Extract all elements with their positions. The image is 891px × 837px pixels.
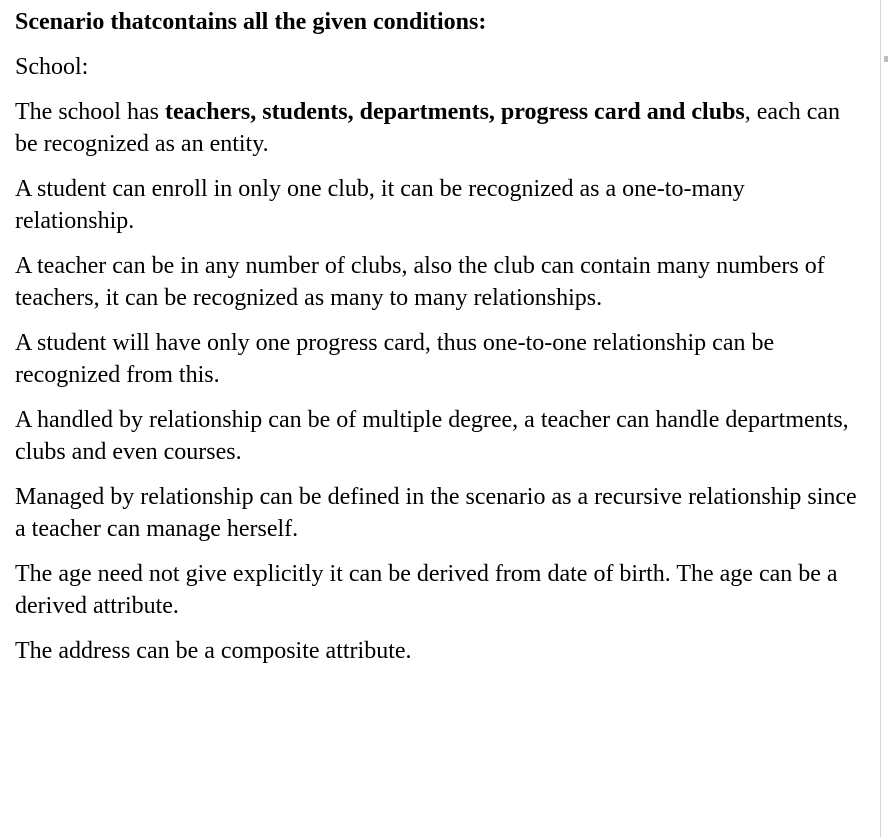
paragraph-derived-attribute: The age need not give explicitly it can be derived from date of birth. The age can be a derived attribute.: [15, 561, 838, 619]
school-label: School:: [15, 54, 89, 80]
paragraph-recursive: Managed by relationship can be defined in the scenario as a recursive relationship since a teacher can manage herself.: [15, 484, 857, 542]
paragraph-one-to-many: A student can enroll in only one club, it can be recognized as a one-to-many relationship.: [15, 176, 745, 234]
entities-list: teachers, students, departments, progress card and clubs: [164, 99, 745, 125]
scrollbar-track[interactable]: [880, 0, 891, 837]
paragraph-many-to-many: A teacher can be in any number of clubs, also the club can contain many numbers of teachers, it can be recognized as many to many relationships.: [15, 253, 825, 311]
scenario-heading: Scenario thatcontains all the given conditions:: [15, 9, 487, 35]
entities-outro: , each can be recognized as an entity.: [15, 99, 841, 157]
paragraph-entities: [15, 96, 865, 160]
scrollbar-thumb[interactable]: [884, 56, 888, 62]
entities-intro: The school has: [15, 99, 165, 125]
paragraph-composite-attribute: The address can be a composite attribute.: [15, 638, 412, 664]
paragraph-multiple-degree: A handled by relationship can be of multiple degree, a teacher can handle departments, clubs and even courses.: [15, 407, 849, 465]
paragraph-one-to-one: A student will have only one progress card, thus one-to-one relationship can be recognized from this.: [15, 330, 775, 388]
